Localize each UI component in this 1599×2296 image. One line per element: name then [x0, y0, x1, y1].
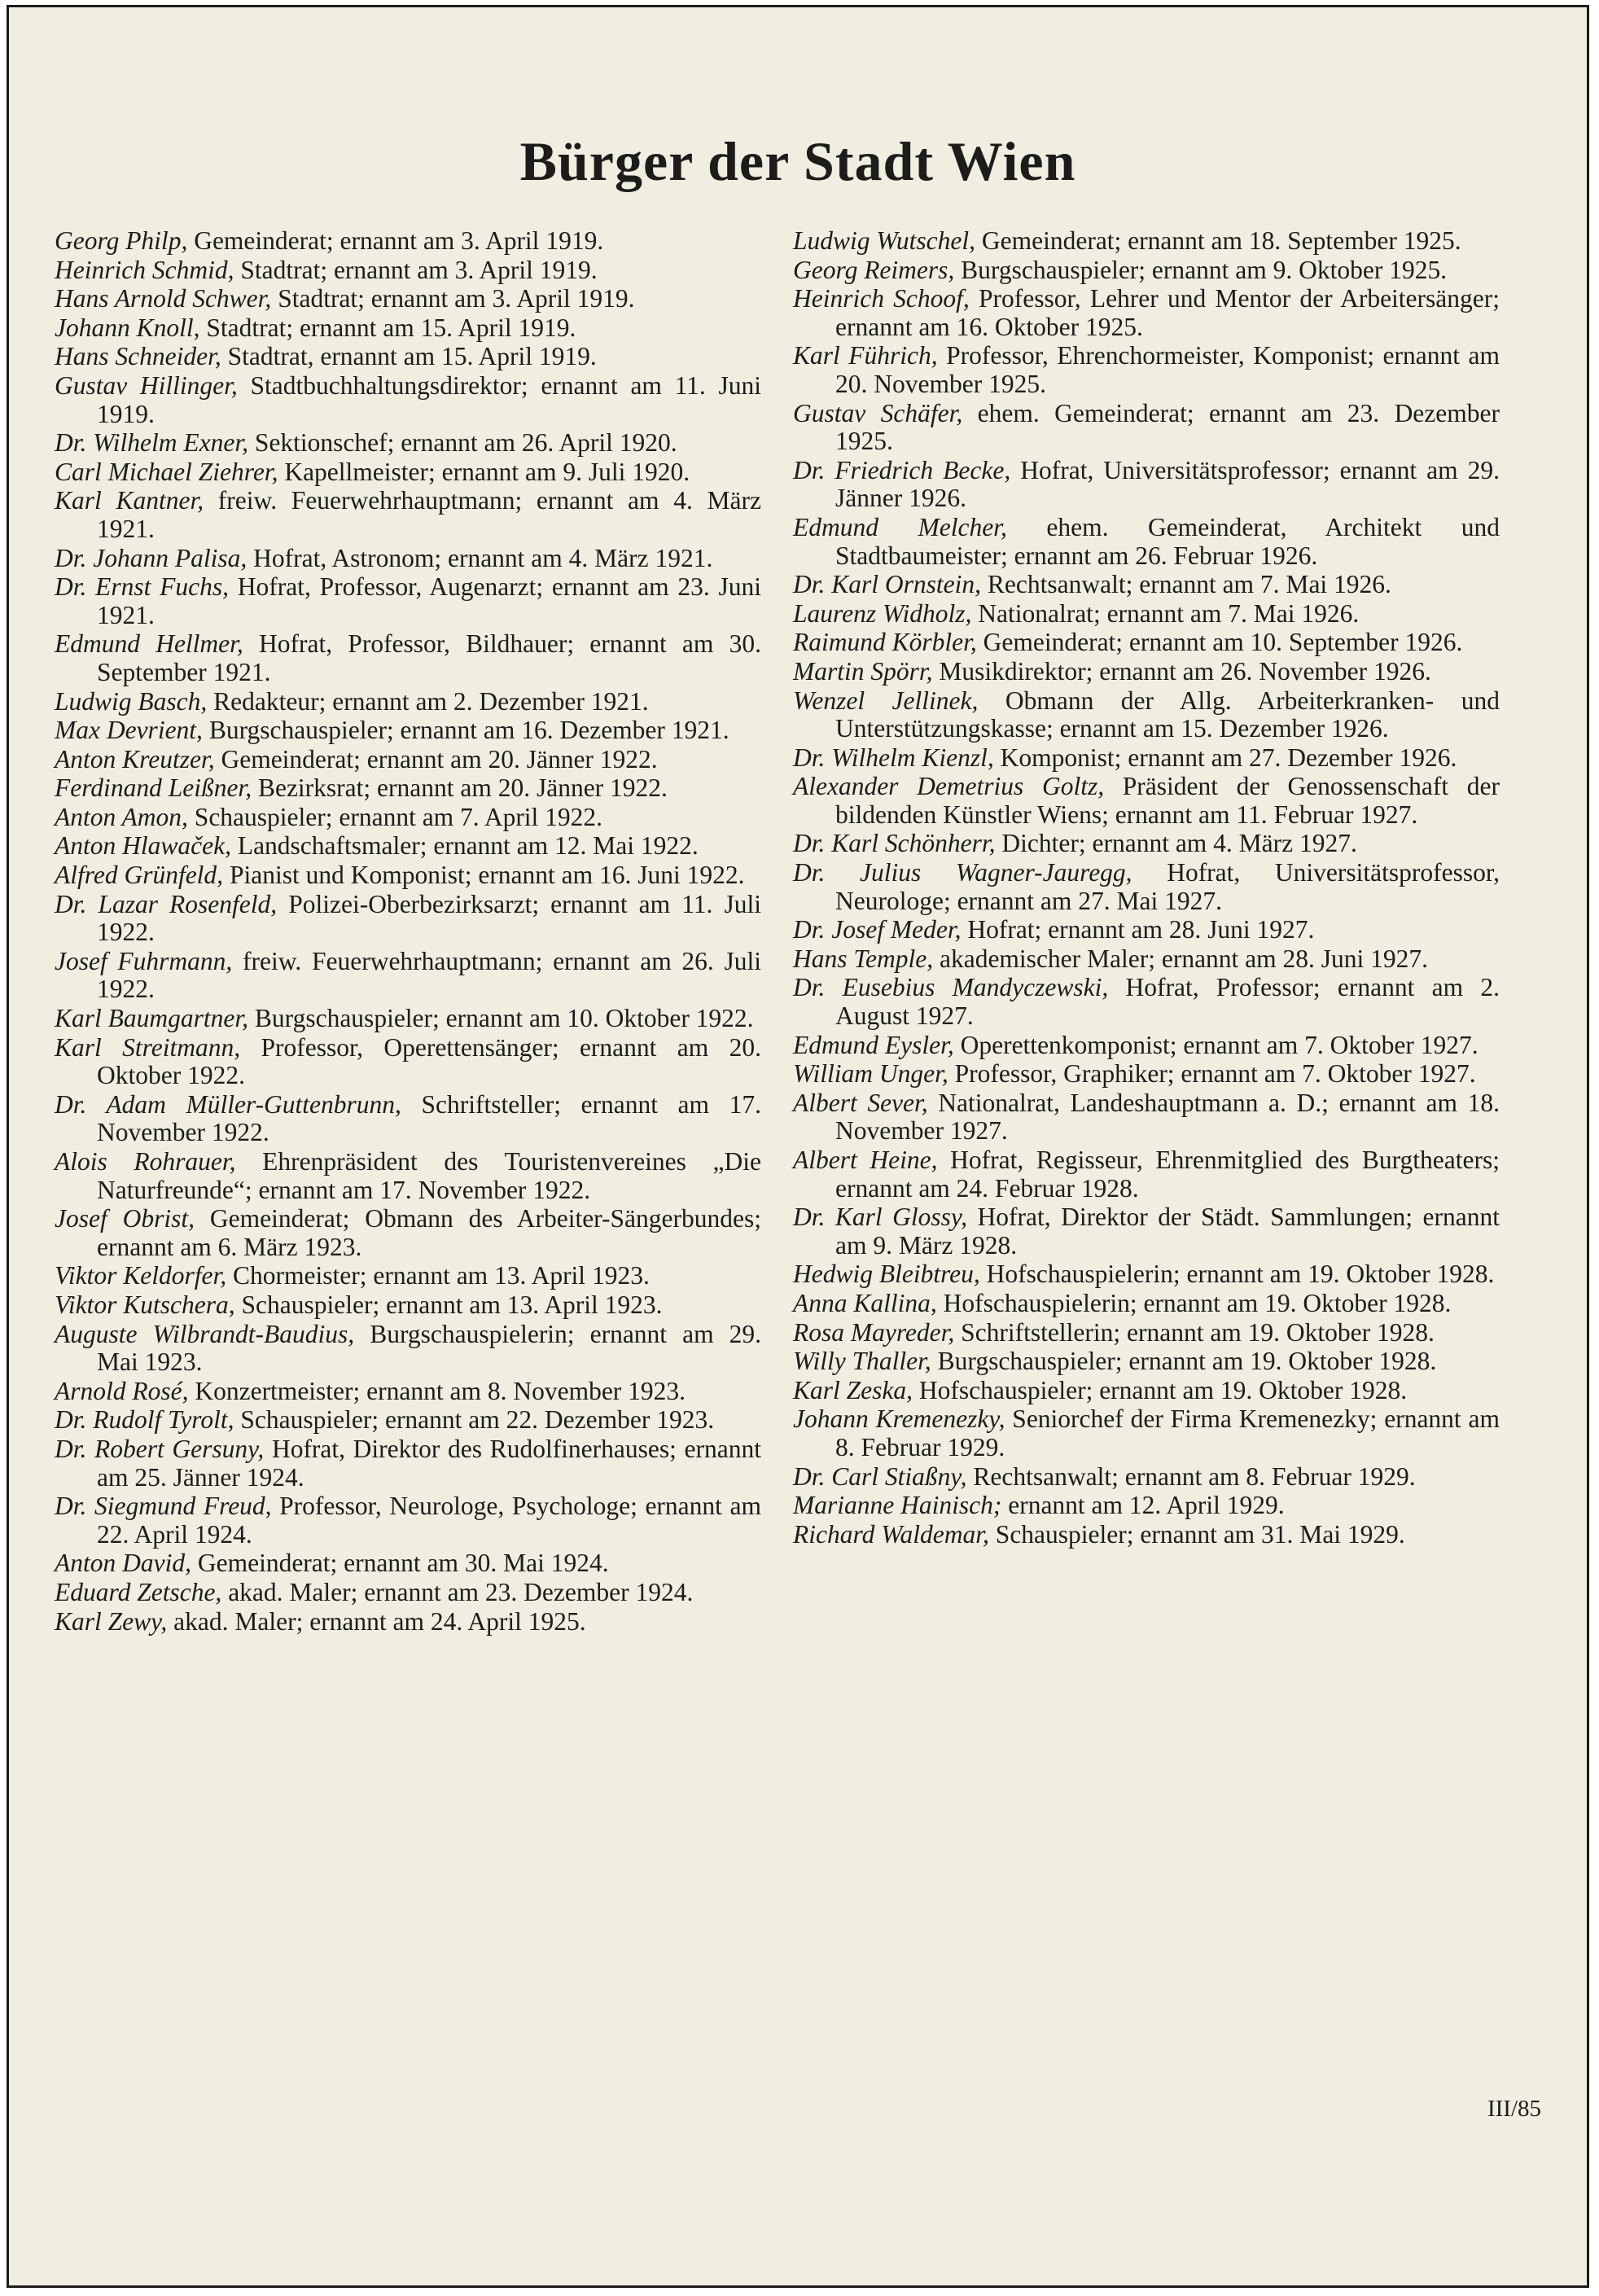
person-name: Karl Zewy, [55, 1606, 168, 1636]
entry-details: Hofrat, Professor, Augenarzt; ernannt am 23. Juni 1921. [97, 572, 761, 629]
list-item [55, 429, 761, 458]
list-item [55, 227, 761, 256]
entry-details: Stadtrat; ernannt am 15. April 1919. [199, 313, 576, 342]
person-name: Alfred Grünfeld, [55, 861, 224, 890]
list-item [55, 1549, 761, 1578]
list-item [793, 1405, 1500, 1461]
person-name: Josef Fuhrmann, [55, 946, 233, 975]
entry-details: Professor, Neurologe, Psychologe; ernannt am 22. April 1924. [97, 1492, 761, 1549]
list-item [793, 1146, 1500, 1203]
person-name: Dr. Wilhelm Exner, [55, 428, 248, 458]
entry-details: akad. Maler; ernannt am 24. April 1925. [167, 1606, 586, 1636]
list-item [793, 1377, 1500, 1405]
list-item [55, 285, 761, 313]
list-item [55, 1262, 761, 1290]
person-name: Dr. Karl Ornstein, [793, 570, 982, 599]
list-item [793, 1347, 1500, 1376]
person-name: Karl Streitmann, [55, 1032, 241, 1062]
person-name: Willy Thaller, [793, 1347, 931, 1376]
entry-details: Burgschauspieler; ernannt am 9. Oktober 1925. [954, 255, 1448, 284]
entry-details: Stadtrat, ernannt am 15. April 1919. [221, 342, 597, 371]
person-name: Viktor Kutschera, [55, 1290, 235, 1319]
entry-details: Rechtsanwalt; ernannt am 8. Februar 1929. [966, 1461, 1416, 1491]
person-name: Johann Kremenezky, [793, 1404, 1005, 1434]
person-name: Dr. Johann Palisa, [55, 543, 248, 572]
person-name: Anna Kallina, [793, 1288, 937, 1317]
person-name: William Unger, [793, 1059, 948, 1089]
person-name: Albert Heine, [793, 1146, 938, 1174]
person-name: Edmund Eysler, [793, 1030, 954, 1059]
person-name: Dr. Eusebius Mandyczewski, [793, 973, 1109, 1002]
list-item [55, 1005, 761, 1033]
list-item [55, 256, 761, 285]
person-name: Anton Amon, [55, 802, 188, 831]
person-name: Dr. Karl Schönherr, [793, 829, 996, 858]
list-item [793, 859, 1500, 915]
list-item [55, 573, 761, 629]
person-name: Edmund Hellmer, [55, 629, 243, 659]
list-item [55, 372, 761, 428]
entry-details: Hofrat; ernannt am 28. Juni 1927. [961, 915, 1315, 944]
person-name: Karl Baumgartner, [55, 1004, 249, 1033]
person-name: Dr. Josef Meder, [793, 915, 962, 944]
entry-details: Hofrat, Direktor der Städt. Sammlungen; ernannt am 9. März 1928. [835, 1203, 1500, 1260]
person-name: Marianne Hainisch; [793, 1491, 1002, 1520]
entry-details: Schauspieler; ernannt am 22. Dezember 1923. [234, 1405, 715, 1435]
list-item [793, 285, 1500, 341]
entry-details: Präsident der Genossenschaft der bildenden Künstler Wiens; ernannt am 11. Februar 1927. [835, 772, 1500, 829]
person-name: Georg Philp, [55, 226, 188, 255]
person-name: Dr. Julius Wagner-Jauregg, [793, 858, 1132, 887]
entry-details: Gemeinderat; ernannt am 10. September 1926. [976, 628, 1463, 657]
list-item [55, 1034, 761, 1090]
person-name: Dr. Adam Müller-Guttenbrunn, [55, 1089, 401, 1119]
entry-details: ehem. Gemeinderat, Architekt und Stadtbaumeister; ernannt am 26. Februar 1926. [835, 512, 1500, 570]
list-item [55, 716, 761, 745]
person-name: Ferdinand Leißner, [55, 773, 252, 803]
list-item [55, 832, 761, 861]
entry-details: Schauspieler; ernannt am 7. April 1922. [187, 802, 603, 831]
person-name: Dr. Carl Stiaßny, [793, 1461, 967, 1491]
list-item [793, 342, 1500, 398]
entry-details: Rechtsanwalt; ernannt am 7. Mai 1926. [981, 570, 1391, 599]
entry-details: Gemeinderat; ernannt am 18. September 1925. [975, 226, 1461, 255]
person-name: Alois Rohrauer, [55, 1147, 236, 1176]
entry-details: Hofschauspieler; ernannt am 19. Oktober 1928. [913, 1375, 1408, 1404]
entry-details: Burgschauspieler; ernannt am 16. Dezember 1921. [202, 716, 729, 745]
list-item [55, 343, 761, 371]
list-item [55, 314, 761, 343]
person-name: Dr. Wilhelm Kienzl, [793, 743, 994, 772]
list-item [55, 545, 761, 573]
person-name: Viktor Keldorfer, [55, 1261, 227, 1290]
person-name: Karl Kantner, [55, 486, 204, 515]
entry-details: Obmann der Allg. Arbeiterkranken- und Unterstützungskasse; ernannt am 15. Dezember 1926. [835, 686, 1500, 743]
person-name: Dr. Lazar Rosenfeld, [55, 889, 278, 918]
person-name: Dr. Siegmund Freud, [55, 1492, 272, 1521]
entry-details: Seniorchef der Firma Kremenezky; ernannt am 8. Februar 1929. [835, 1404, 1500, 1461]
person-name: Gustav Schäfer, [793, 398, 963, 427]
entry-details: Stadtrat; ernannt am 3. April 1919. [271, 284, 635, 313]
entry-details: Konzertmeister; ernannt am 8. November 1923. [188, 1376, 686, 1405]
person-name: Alexander Demetrius Goltz, [793, 772, 1105, 801]
list-item [55, 1406, 761, 1435]
entry-details: Chormeister; ernannt am 13. April 1923. [226, 1261, 650, 1290]
person-name: Heinrich Schoof, [793, 284, 970, 313]
person-name: Heinrich Schmid, [55, 255, 234, 284]
list-item [55, 1091, 761, 1147]
entry-details: akad. Maler; ernannt am 23. Dezember 1924. [221, 1577, 694, 1606]
list-item [793, 945, 1500, 974]
entry-details: Gemeinderat; Obmann des Arbeiter-Sängerbundes; ernannt am 6. März 1923. [97, 1204, 761, 1261]
list-item [793, 916, 1500, 944]
entry-details: Nationalrat, Landeshauptmann a. D.; ernannt am 18. November 1927. [835, 1088, 1500, 1146]
list-item [793, 571, 1500, 599]
person-name: Johann Knoll, [55, 313, 200, 342]
person-name: Dr. Ernst Fuchs, [55, 572, 230, 602]
entry-details: Stadtbuchhaltungsdirektor; ernannt am 11. Juni 1919. [97, 370, 761, 428]
entry-details: Hofschauspielerin; ernannt am 19. Oktober 1928. [979, 1260, 1495, 1289]
entry-details: Bezirksrat; ernannt am 20. Jänner 1922. [252, 773, 668, 803]
person-name: Anton Hlawaček, [55, 831, 231, 861]
entry-details: Nationalrat; ernannt am 7. Mai 1926. [971, 598, 1360, 628]
list-item [793, 687, 1500, 743]
list-item [793, 1203, 1500, 1260]
list-item [55, 891, 761, 947]
person-name: Ludwig Basch, [55, 686, 208, 716]
entry-details: Stadtrat; ernannt am 3. April 1919. [234, 255, 598, 284]
page-title: Bürger der Stadt Wien [519, 130, 1076, 192]
list-item [793, 1089, 1500, 1146]
entry-details: Ehrenpräsident des Touristenvereines „Die Naturfreunde“; ernannt am 17. November 1922. [97, 1147, 761, 1204]
list-item [793, 830, 1500, 858]
entry-details: Dichter; ernannt am 4. März 1927. [995, 829, 1357, 858]
person-name: Karl Führich, [793, 341, 938, 370]
list-item [55, 630, 761, 686]
person-name: Georg Reimers, [793, 255, 955, 284]
person-name: Hedwig Bleibtreu, [793, 1260, 980, 1289]
entry-details: Pianist und Komponist; ernannt am 16. Juni 1922. [223, 861, 745, 890]
person-name: Hans Schneider, [55, 342, 221, 371]
list-item [55, 746, 761, 774]
list-item [55, 487, 761, 543]
list-item [55, 948, 761, 1004]
entry-details: Schauspieler; ernannt am 31. Mai 1929. [988, 1519, 1405, 1549]
list-item [55, 1291, 761, 1320]
list-item [793, 227, 1500, 256]
list-item [793, 773, 1500, 829]
person-name: Laurenz Widholz, [793, 598, 972, 628]
person-name: Carl Michael Ziehrer, [55, 457, 278, 486]
entry-details: Hofrat, Regisseur, Ehrenmitglied des Burgtheaters; ernannt am 24. Februar 1928. [835, 1146, 1500, 1203]
person-name: Dr. Rudolf Tyrolt, [55, 1405, 234, 1435]
entry-details: Schriftstellerin; ernannt am 19. Oktober 1928. [954, 1317, 1435, 1347]
list-item [793, 514, 1500, 570]
list-item [55, 1321, 761, 1377]
entry-details: Operettenkomponist; ernannt am 7. Oktober 1927. [953, 1030, 1479, 1059]
entry-details: Redakteur; ernannt am 2. Dezember 1921. [207, 686, 649, 716]
entry-details: Gemeinderat; ernannt am 3. April 1919. [187, 226, 604, 255]
right-column [793, 227, 1500, 1549]
list-item [793, 600, 1500, 629]
person-name: Max Devrient, [55, 716, 203, 745]
entry-details: Komponist; ernannt am 27. Dezember 1926. [993, 743, 1457, 772]
person-name: Hans Arnold Schwer, [55, 284, 272, 313]
person-name: Raimund Körbler, [793, 628, 977, 657]
list-item [793, 1060, 1500, 1089]
list-item [793, 1521, 1500, 1549]
document-page [7, 5, 1589, 2288]
person-name: Dr. Karl Glossy, [793, 1203, 968, 1232]
person-name: Richard Waldemar, [793, 1519, 989, 1549]
entry-details: Kapellmeister; ernannt am 9. Juli 1920. [278, 457, 690, 486]
person-name: Anton David, [55, 1549, 191, 1578]
list-item [793, 658, 1500, 686]
entry-details: Musikdirektor; ernannt am 26. November 1926. [932, 656, 1431, 686]
list-item [55, 861, 761, 890]
list-item [793, 629, 1500, 657]
list-item [793, 1032, 1500, 1060]
list-item [793, 974, 1500, 1030]
person-name: Auguste Wilbrandt-Baudius, [55, 1319, 355, 1348]
person-name: Arnold Rosé, [55, 1376, 189, 1405]
list-item [793, 1463, 1500, 1492]
entry-details: Hofrat, Universitätsprofessor; ernannt am 29. Jänner 1926. [835, 455, 1500, 513]
person-name: Eduard Zetsche, [55, 1577, 222, 1606]
person-name: Josef Obrist, [55, 1204, 195, 1233]
entry-details: Polizei-Oberbezirksarzt; ernannt am 11. Juli 1922. [97, 889, 761, 947]
list-item [793, 457, 1500, 513]
list-item [793, 1260, 1500, 1289]
entry-details: Burgschauspieler; ernannt am 19. Oktober 1928. [931, 1347, 1437, 1376]
list-item [55, 1148, 761, 1204]
entry-details: Burgschauspieler; ernannt am 10. Oktober 1922. [248, 1004, 754, 1033]
entry-details: Hofrat, Professor, Bildhauer; ernannt am 30. September 1921. [97, 629, 761, 686]
entry-details: freiw. Feuerwehrhauptmann; ernannt am 4. März 1921. [97, 486, 761, 543]
entry-details: Landschaftsmaler; ernannt am 12. Mai 1922. [230, 831, 699, 861]
entry-details: Professor, Ehrenchormeister, Komponist; ernannt am 20. November 1925. [835, 341, 1500, 398]
person-name: Ludwig Wutschel, [793, 226, 976, 255]
list-item [793, 744, 1500, 773]
page-number: III/85 [1487, 2096, 1541, 2122]
list-item [55, 1608, 761, 1637]
entry-details: Hofrat, Universitätsprofessor, Neurologe; ernannt am 27. Mai 1927. [835, 858, 1500, 915]
entry-details: Hofrat, Astronom; ernannt am 4. März 1921. [247, 543, 713, 572]
person-name: Dr. Friedrich Becke, [793, 455, 1011, 484]
entry-details: Schauspieler; ernannt am 13. April 1923. [234, 1290, 663, 1319]
person-name: Hans Temple, [793, 944, 934, 973]
entry-details: Professor, Graphiker; ernannt am 7. Oktober 1927. [948, 1059, 1476, 1089]
list-item [55, 1378, 761, 1406]
person-name: Edmund Melcher, [793, 512, 1007, 541]
person-name: Anton Kreutzer, [55, 744, 215, 773]
list-item [793, 1492, 1500, 1520]
list-item [55, 774, 761, 803]
entry-details: Burgschauspielerin; ernannt am 29. Mai 1923. [97, 1319, 761, 1377]
entry-details: freiw. Feuerwehrhauptmann; ernannt am 26. Juli 1922. [97, 946, 761, 1004]
entry-details: Schriftsteller; ernannt am 17. November 1922. [97, 1089, 761, 1147]
entry-details: ernannt am 12. April 1929. [1001, 1491, 1285, 1520]
entry-details: Professor, Operettensänger; ernannt am 20. Oktober 1922. [97, 1032, 761, 1090]
person-name: Albert Sever, [793, 1088, 928, 1117]
person-name: Martin Spörr, [793, 656, 933, 686]
entry-details: ehem. Gemeinderat; ernannt am 23. Dezember 1925. [835, 398, 1500, 456]
entry-details: Gemeinderat; ernannt am 30. Mai 1924. [191, 1549, 609, 1578]
entry-details: Hofrat, Professor; ernannt am 2. August 1927. [835, 973, 1500, 1031]
entry-details: Sektionschef; ernannt am 26. April 1920. [248, 428, 677, 458]
person-name: Karl Zeska, [793, 1375, 913, 1404]
list-item [55, 688, 761, 716]
person-name: Rosa Mayreder, [793, 1317, 955, 1347]
list-item [55, 458, 761, 487]
entry-details: Hofrat, Direktor des Rudolfinerhauses; ernannt am 25. Jänner 1924. [97, 1434, 761, 1492]
person-name: Wenzel Jellinek, [793, 686, 979, 715]
list-item [793, 400, 1500, 456]
entry-details: Gemeinderat; ernannt am 20. Jänner 1922. [214, 744, 658, 773]
person-name: Gustav Hillinger, [55, 370, 238, 400]
list-item [55, 1205, 761, 1261]
entry-details: Hofschauspielerin; ernannt am 19. Oktober 1928. [936, 1288, 1452, 1317]
left-column [55, 227, 761, 1637]
person-name: Dr. Robert Gersuny, [55, 1434, 265, 1463]
list-item [55, 1435, 761, 1492]
list-item [55, 804, 761, 832]
list-item [793, 256, 1500, 285]
entry-details: akademischer Maler; ernannt am 28. Juni 1927. [933, 944, 1429, 973]
list-item [55, 1579, 761, 1607]
list-item [793, 1290, 1500, 1318]
list-item [793, 1319, 1500, 1347]
entry-details: Professor, Lehrer und Mentor der Arbeitersänger; ernannt am 16. Oktober 1925. [835, 284, 1500, 341]
list-item [55, 1492, 761, 1549]
